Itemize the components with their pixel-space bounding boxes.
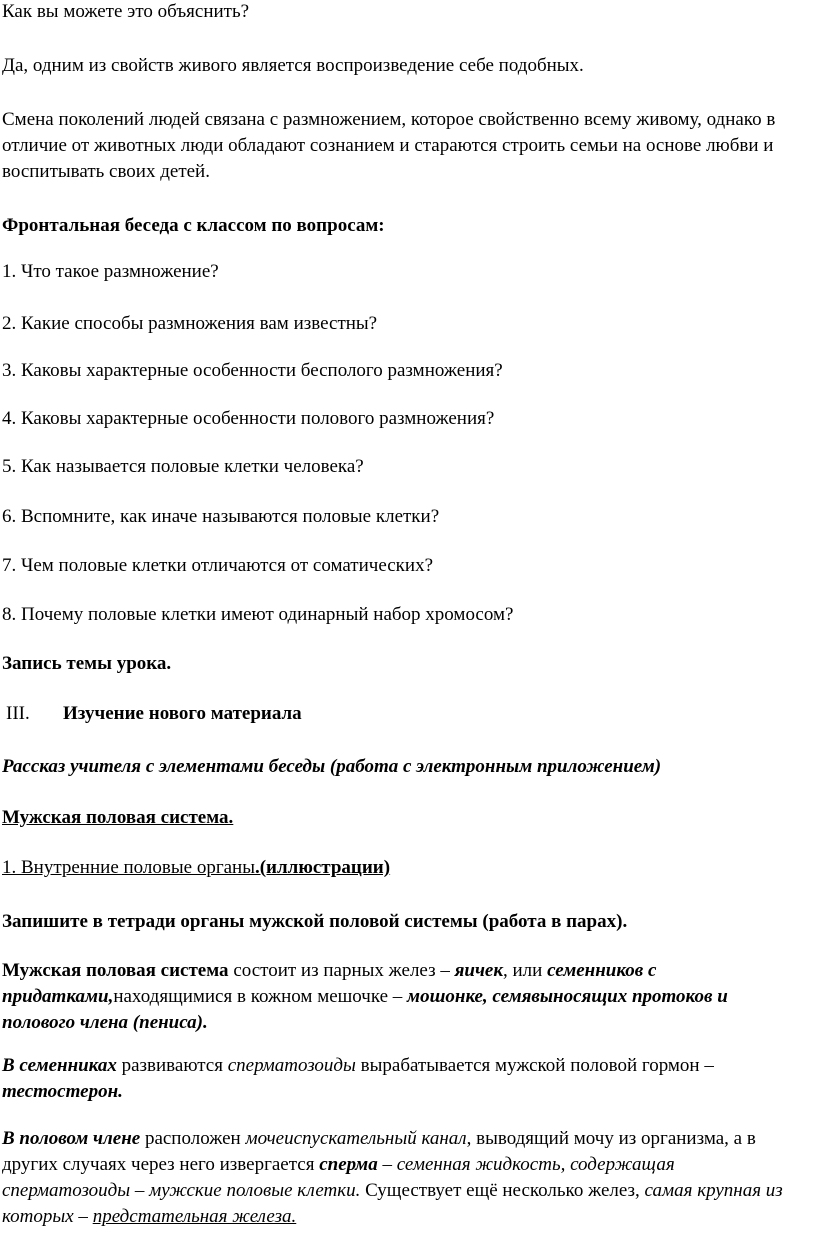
paragraph-testes: [2, 1053, 802, 1105]
term: сперма: [319, 1154, 378, 1175]
term: яичек: [454, 960, 503, 981]
teacher-story: Рассказ учителя с элементами беседы (работа с электронным приложением): [2, 756, 662, 777]
text: расположен: [140, 1128, 246, 1149]
term: мошонке, семявыносящих протоков и полового члена (пениса).: [2, 986, 728, 1033]
term: самая крупная из которых –: [2, 1180, 783, 1227]
internal-organs-heading: [2, 856, 390, 880]
term: мочеиспускательный канал: [245, 1128, 467, 1149]
lesson-topic: Запись темы урока.: [2, 653, 172, 674]
discussion-heading: Фронтальная беседа с классом по вопросам:: [2, 215, 385, 236]
text: вырабатывается мужской половой гормон –: [355, 1055, 714, 1076]
term: семенная жидкость, содержащая сперматозоиды – мужские половые клетки.: [2, 1154, 675, 1201]
term: тестостерон.: [2, 1081, 123, 1102]
section-number: III.: [6, 703, 30, 724]
intro-answer: Да, одним из свойств живого является воспроизведение себе подобных.: [2, 55, 584, 76]
text: развиваются: [116, 1055, 228, 1076]
internal-organs-label: 1. Внутренние половые органы: [2, 857, 255, 878]
term: В семенниках: [2, 1055, 117, 1076]
paragraph-penis: [2, 1126, 802, 1230]
text: находящимися в кожном мешочке –: [113, 986, 408, 1007]
section-heading: [2, 702, 302, 726]
task-instruction: Запишите в тетради органы мужской половой системы (работа в парах).: [2, 911, 628, 932]
intro-explanation: Смена поколений людей связана с размножением, которое свойственно всему живому, однако в отличие от животных люди обладают сознанием и стараются строить семьи на основе любви и воспитывать своих детей.: [2, 109, 776, 182]
term: предстательная железа.: [92, 1206, 297, 1227]
term: В половом члене: [2, 1128, 141, 1149]
text: Существует ещё несколько желез,: [360, 1180, 645, 1201]
question-item: 4. Каковы характерные особенности полового размножения?: [2, 408, 495, 429]
term: семенников с придатками,: [2, 960, 657, 1007]
illustrations-label: .(иллюстрации): [254, 857, 391, 878]
text: , или: [503, 960, 548, 981]
question-item: 7. Чем половые клетки отличаются от соматических?: [2, 555, 433, 576]
question-item: 6. Вспомните, как иначе называются половые клетки?: [2, 506, 440, 527]
question-item: 1. Что такое размножение?: [2, 261, 219, 282]
paragraph-male-system: [2, 958, 802, 1036]
question-item: 5. Как называется половые клетки человека?: [2, 456, 364, 477]
question-item: 3. Каковы характерные особенности бесполого размножения?: [2, 360, 503, 381]
question-item: 2. Какие способы размножения вам известны?: [2, 313, 378, 334]
male-system-heading: Мужская половая система.: [2, 807, 234, 828]
text: –: [377, 1154, 397, 1175]
text: , выводящий мочу из организма, а в других случаях через него извергается: [2, 1128, 756, 1175]
intro-question: Как вы можете это объяснить?: [2, 1, 250, 22]
term: Мужская половая система: [2, 960, 229, 981]
text: состоит из парных желез –: [228, 960, 455, 981]
question-item: 8. Почему половые клетки имеют одинарный набор хромосом?: [2, 604, 514, 625]
section-title: Изучение нового материала: [63, 703, 302, 724]
term: сперматозоиды: [227, 1055, 356, 1076]
